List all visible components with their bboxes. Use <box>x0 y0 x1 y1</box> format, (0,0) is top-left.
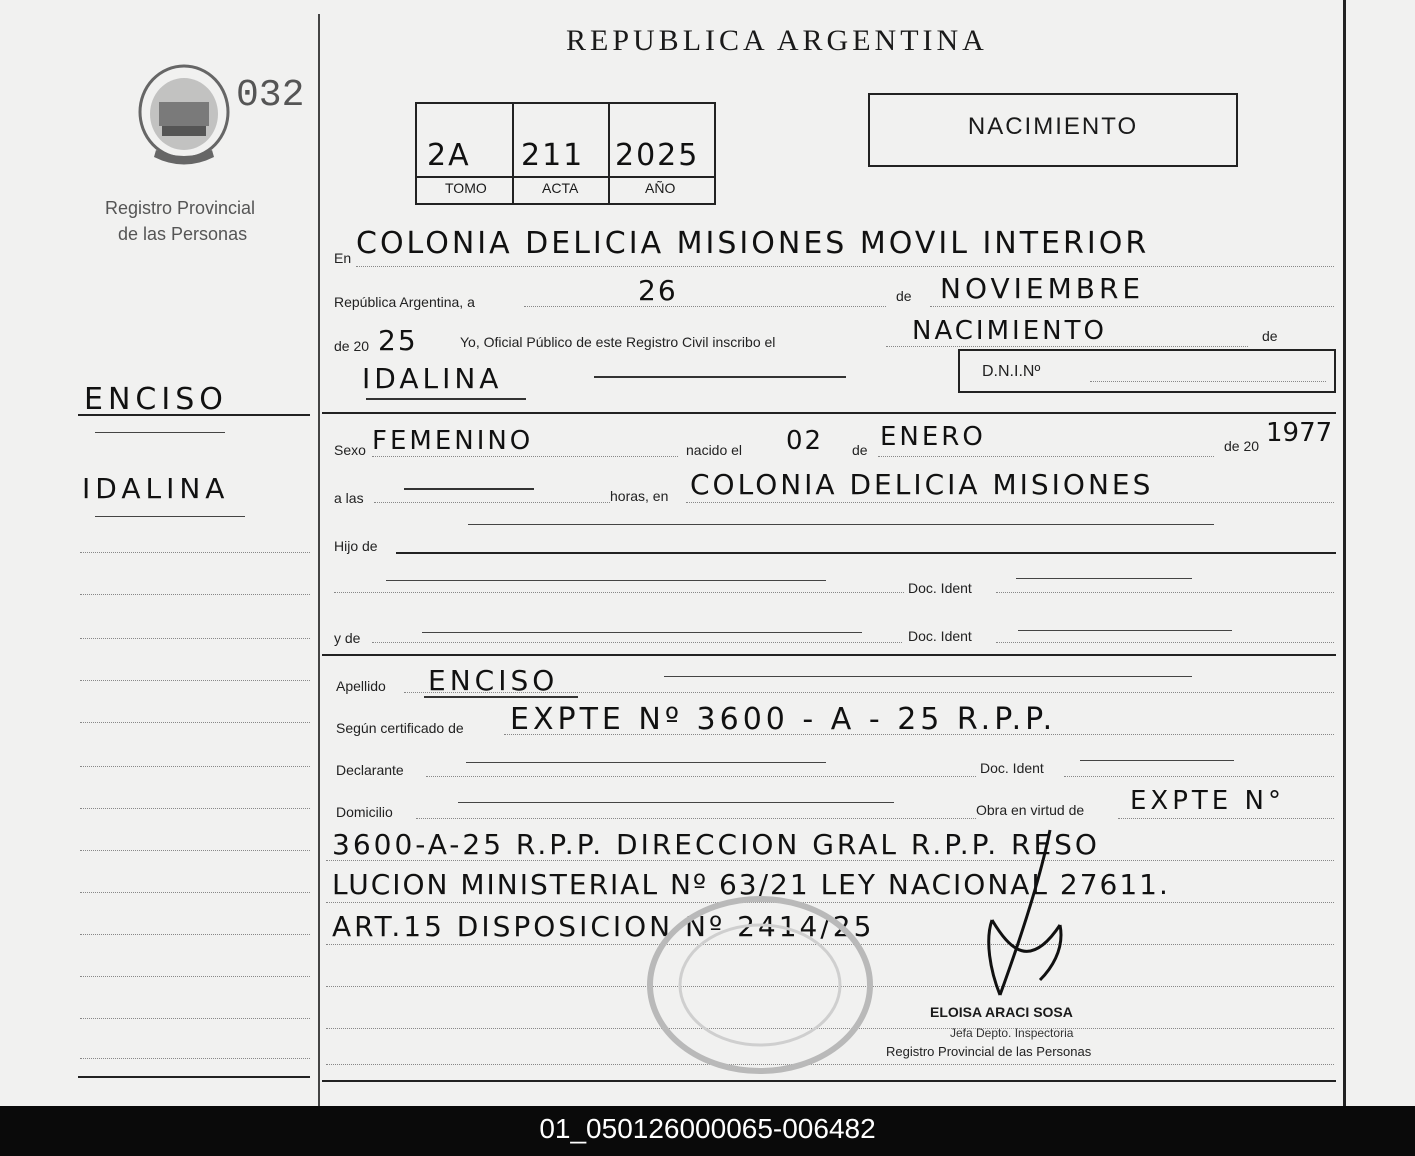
document-code-footer: 01_050126000065-006482 <box>0 1106 1415 1156</box>
nacido-label: nacido el <box>686 442 743 458</box>
official-round-seal <box>640 890 880 1080</box>
obra-line-1: 3600-A-25 R.P.P. DIRECCION GRAL R.P.P. RESO <box>332 828 1100 861</box>
section-rule-bottom <box>322 1080 1336 1082</box>
obra-label: Obra en virtud de <box>976 802 1085 818</box>
republica-label: República Argentina, a <box>334 294 475 310</box>
officer-stamp <box>878 998 1154 1068</box>
margin-surname: ENCISO <box>84 382 228 417</box>
person-name-value: IDALINA <box>362 362 503 395</box>
dni-box <box>958 349 1336 393</box>
birth-year-value: 1977 <box>1266 418 1333 448</box>
yde-label: y de <box>334 630 361 646</box>
country-title: REPUBLICA ARGENTINA <box>566 24 988 57</box>
page-right-edge <box>1343 0 1346 1106</box>
registry-name-line1: Registro Provincial <box>105 198 256 218</box>
sexo-value: FEMENINO <box>372 426 534 456</box>
birth-day-value: 02 <box>786 426 824 456</box>
birth-month-value: ENERO <box>880 422 986 452</box>
inscription-type-value: NACIMIENTO <box>912 316 1107 346</box>
day-value: 26 <box>638 274 678 307</box>
doc-ident-label-3: Doc. Ident <box>980 760 1044 776</box>
margin-given-name: IDALINA <box>82 472 230 505</box>
certificado-value: EXPTE Nº 3600 - A - 25 R.P.P. <box>510 702 1057 737</box>
horas-label: horas, en <box>610 488 669 504</box>
dni-label: D.N.I.Nº <box>982 363 1041 380</box>
birth-year-label: de 20 <box>1224 438 1260 454</box>
stamp-name: ELOISA ARACI SOSA <box>930 1004 1073 1020</box>
margin-underline-1 <box>78 414 310 416</box>
apellido-value: ENCISO <box>428 664 559 697</box>
de20-label: de 20 <box>334 338 370 354</box>
section-rule-1 <box>322 412 1336 414</box>
alas-label: a las <box>334 490 364 506</box>
en-label: En <box>334 250 352 266</box>
hijo-label: Hijo de <box>334 538 378 554</box>
folio-number: 032 <box>236 74 305 117</box>
yo-label: Yo, Oficial Público de este Registro Civil inscribo el <box>460 334 776 350</box>
act-number-box <box>415 102 716 205</box>
year-suffix-value: 25 <box>378 324 418 357</box>
tomo-value: 2A <box>427 138 471 173</box>
de-end-label: de <box>1262 328 1278 344</box>
stamp-title: Jefa Depto. Inspectoria <box>950 1026 1074 1040</box>
month-value: NOVIEMBRE <box>940 272 1145 305</box>
anio-label: AÑO <box>645 180 676 196</box>
doc-ident-label-2: Doc. Ident <box>908 628 972 644</box>
doc-ident-label-1: Doc. Ident <box>908 580 972 596</box>
signature-mark <box>970 820 1080 1000</box>
acta-label: ACTA <box>542 180 579 196</box>
margin-bottom-rule <box>78 1076 310 1078</box>
act-type-box <box>868 93 1238 167</box>
de-label-2: de <box>852 442 868 458</box>
margin-divider <box>318 14 320 1106</box>
section-rule-2 <box>322 654 1336 656</box>
acta-value: 211 <box>521 138 585 173</box>
de-label-1: de <box>896 288 912 304</box>
apellido-label: Apellido <box>336 678 386 694</box>
sexo-label: Sexo <box>334 442 366 458</box>
segun-label: Según certificado de <box>336 720 464 736</box>
birth-place-value: COLONIA DELICIA MISIONES <box>690 468 1154 501</box>
tomo-label: TOMO <box>445 180 487 196</box>
act-type-label: NACIMIENTO <box>967 113 1139 140</box>
anio-value: 2025 <box>615 138 700 173</box>
obra-start-value: EXPTE N° <box>1130 786 1285 816</box>
obra-line-2: LUCION MINISTERIAL Nº 63/21 LEY NACIONAL 27611. <box>332 868 1170 901</box>
coat-of-arms-emblem <box>134 62 234 172</box>
stamp-org: Registro Provincial de las Personas <box>886 1044 1092 1059</box>
registry-name-line2: de las Personas <box>118 224 248 244</box>
place-value: COLONIA DELICIA MISIONES MOVIL INTERIOR <box>356 226 1150 261</box>
obra-line-3: ART.15 DISPOSICION Nº 2414/25 <box>332 910 875 943</box>
domicilio-label: Domicilio <box>336 804 393 820</box>
declarante-label: Declarante <box>336 762 404 778</box>
